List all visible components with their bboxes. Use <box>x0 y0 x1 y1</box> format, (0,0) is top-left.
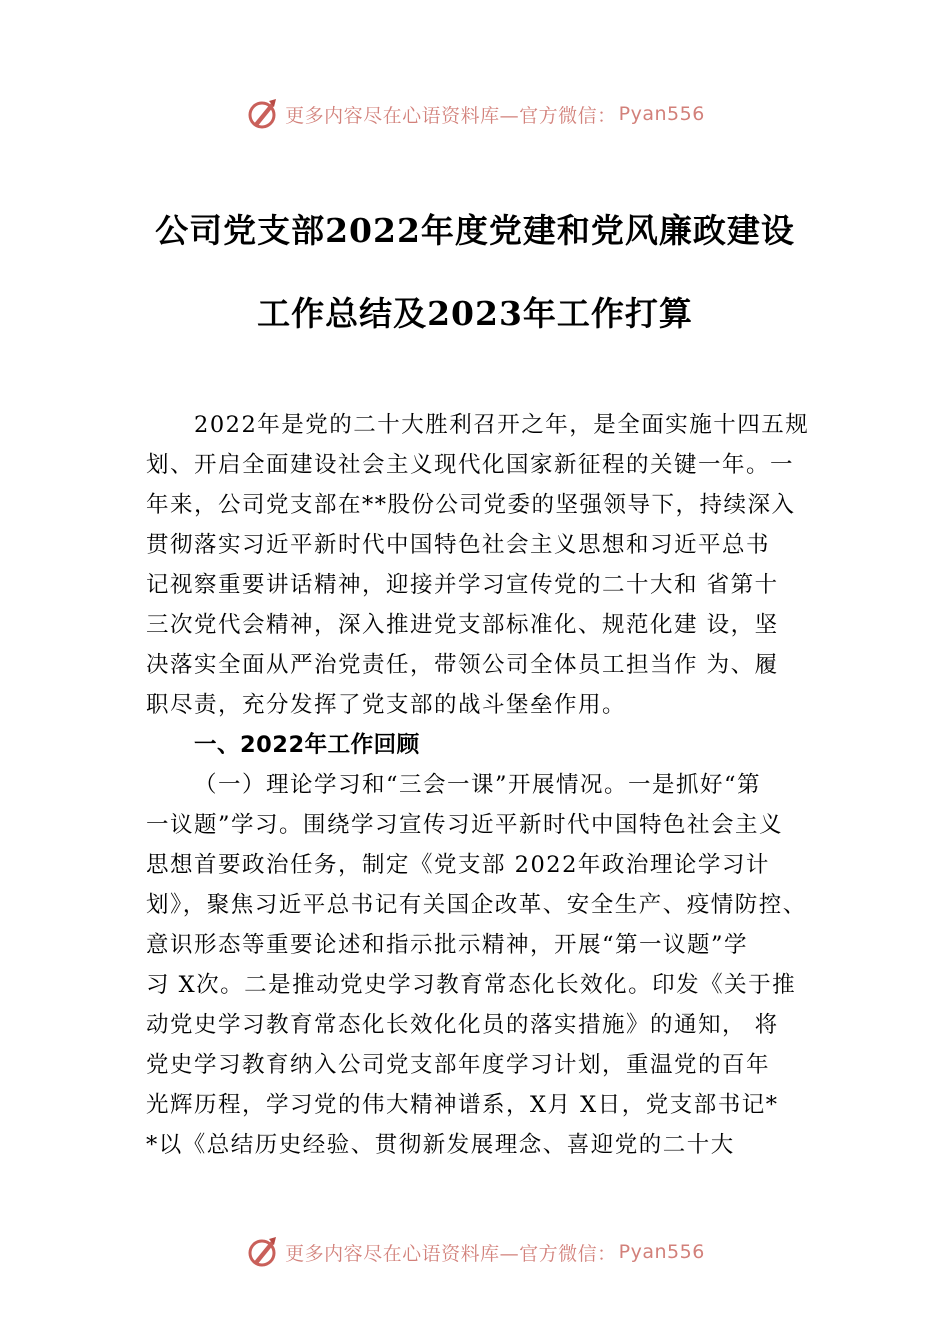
document-title-line-2: 工作总结及2023年工作打算 <box>257 294 693 333</box>
paragraph-line: 划、开启全面建设社会主义现代化国家新征程的关键一年。一 <box>146 452 795 478</box>
section-heading: 一、2022年工作回顾 <box>194 732 420 758</box>
watermark-wechat-id: Pyan556 <box>618 103 705 125</box>
watermark-text: 更多内容尽在心语资料库—官方微信： <box>285 1242 617 1265</box>
paragraph-line: 一议题”学习。围绕学习宣传习近平新时代中国特色社会主义 <box>146 812 784 838</box>
paragraph-line: 划》，聚焦习近平总书记有关国企改革、安全生产、疫情防控、 <box>146 892 807 918</box>
watermark-text: 更多内容尽在心语资料库—官方微信： <box>285 104 617 127</box>
paragraph-line: 年来，公司党支部在**股份公司党委的坚强领导下，持续深入 <box>146 492 796 518</box>
paragraph-line: 意识形态等重要论述和指示批示精神，开展“第一议题”学 <box>146 932 749 958</box>
paragraph-line: 习 X次。二是推动党史学习教育常态化长效化。印发《关于推 <box>146 972 797 998</box>
paragraph-line: 贯彻落实习近平新时代中国特色社会主义思想和习近平总书 <box>146 532 771 558</box>
paragraph-line: 思想首要政治任务，制定《党支部 2022年政治理论学习计 <box>146 852 770 878</box>
watermark-footer <box>0 1232 950 1272</box>
brush-logo-icon <box>245 1235 279 1269</box>
document-title-line-1: 公司党支部2022年度党建和党风廉政建设 <box>155 211 795 250</box>
paragraph-line: 光辉历程，学习党的伟大精神谱系，X月 X日，党支部书记* <box>146 1092 779 1118</box>
brush-logo-icon <box>245 97 279 131</box>
document-body <box>146 405 836 1165</box>
paragraph-line: 决落实全面从严治党责任，带领公司全体员工担当作 为、履 <box>146 652 779 678</box>
watermark-header <box>0 94 950 134</box>
paragraph-line: 党史学习教育纳入公司党支部年度学习计划，重温党的百年 <box>146 1052 771 1078</box>
paragraph-line: 动党史学习教育常态化长效化化员的落实措施》的通知， 将 <box>146 1012 779 1038</box>
watermark-wechat-id: Pyan556 <box>618 1241 705 1263</box>
paragraph-line: 2022年是党的二十大胜利召开之年，是全面实施十四五规 <box>194 412 810 438</box>
paragraph-line: 三次党代会精神，深入推进党支部标准化、规范化建 设，坚 <box>146 612 779 638</box>
paragraph-line: （一）理论学习和“三会一课”开展情况。一是抓好“第 <box>194 772 762 798</box>
paragraph-line: *以《总结历史经验、贯彻新发展理念、喜迎党的二十大 <box>146 1132 735 1158</box>
paragraph-line: 职尽责，充分发挥了党支部的战斗堡垒作用。 <box>146 692 627 718</box>
paragraph-line: 记视察重要讲话精神，迎接并学习宣传党的二十大和 省第十 <box>146 572 779 598</box>
